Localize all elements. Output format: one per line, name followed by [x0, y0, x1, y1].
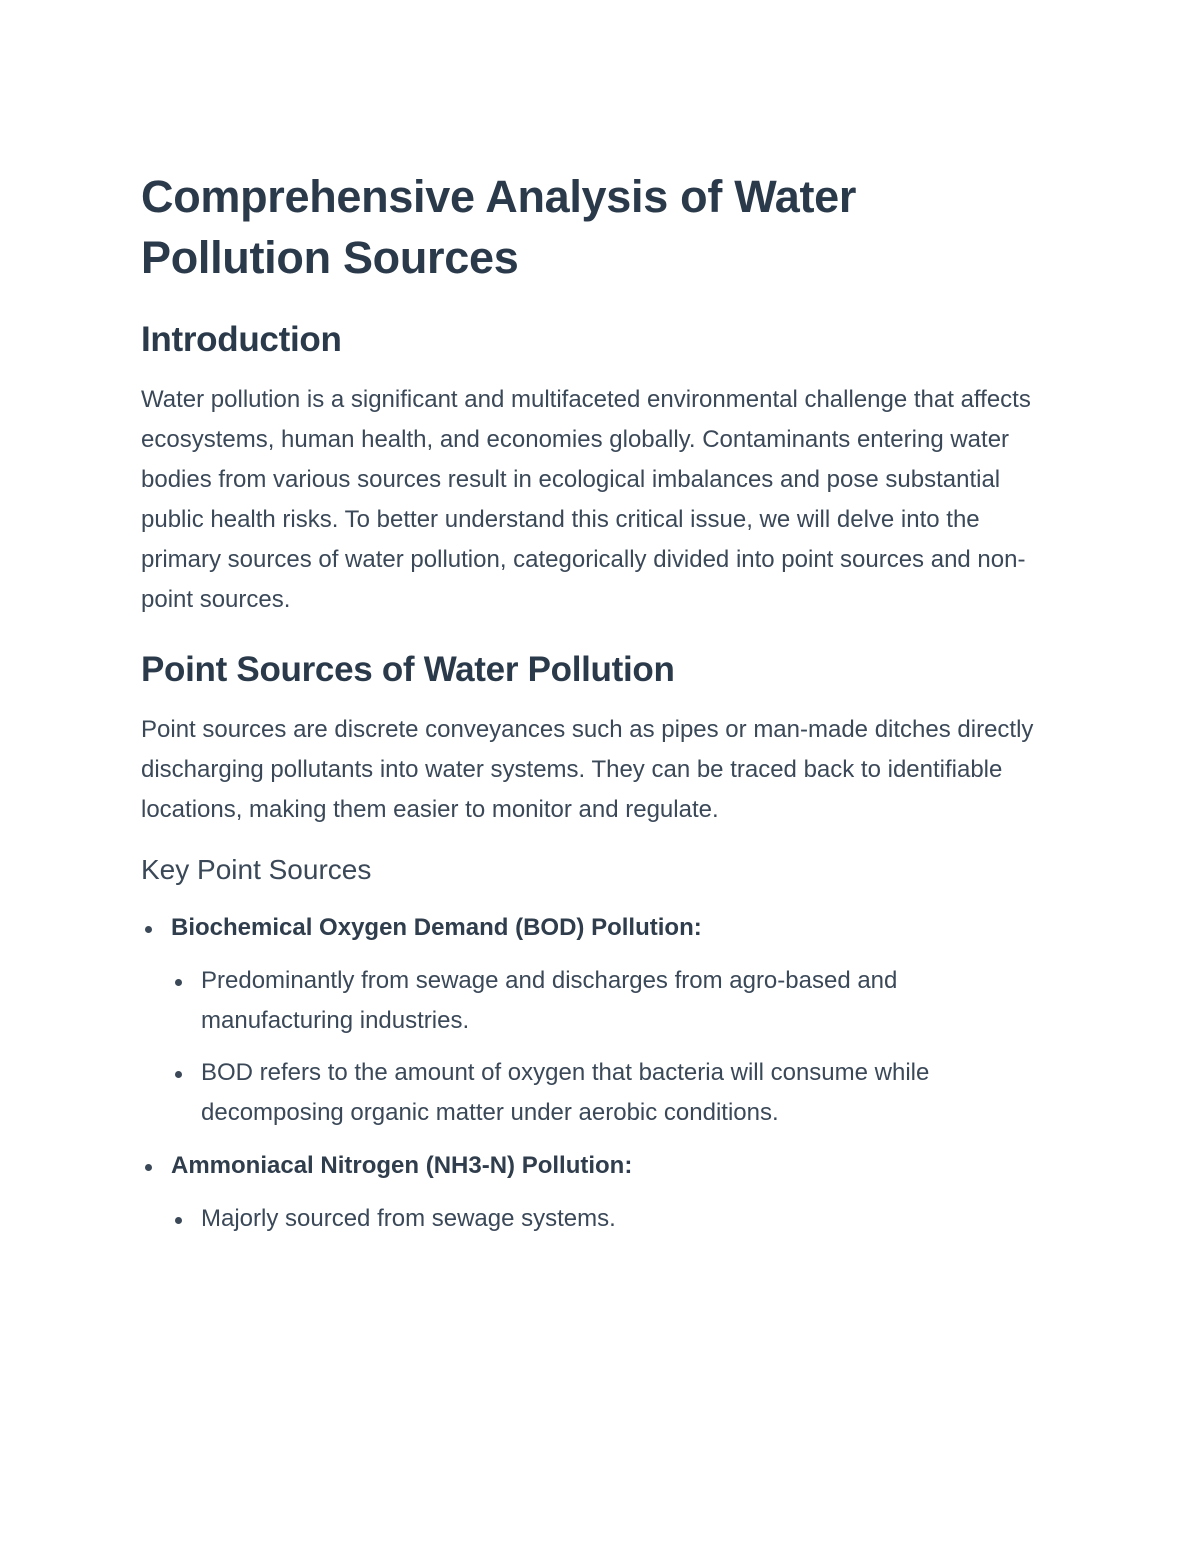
list-item-detail-text: BOD refers to the amount of oxygen that bacteria will consume while decomposing organic matter under aerobic conditions. — [201, 1059, 930, 1126]
bullet-icon — [175, 979, 182, 986]
list-item-detail-text: Majorly sourced from sewage systems. — [201, 1205, 616, 1232]
list-item-detail — [171, 1199, 1051, 1239]
document-title: Comprehensive Analysis of Water Pollution Sources — [141, 171, 857, 283]
list-item-detail — [171, 961, 1051, 1041]
bod-details-list — [171, 961, 1051, 1133]
section-heading-point-sources: Point Sources of Water Pollution — [141, 650, 675, 689]
key-point-sources-list — [141, 908, 1051, 1239]
list-item-nh3n — [141, 1146, 1051, 1239]
bullet-icon — [175, 1217, 182, 1224]
document-page — [141, 166, 1051, 1252]
section-heading-introduction: Introduction — [141, 320, 342, 359]
nh3n-details-list — [171, 1199, 1051, 1239]
list-item-term: Biochemical Oxygen Demand (BOD) Pollution: — [171, 914, 702, 941]
list-item-detail-text: Predominantly from sewage and discharges from agro-based and manufacturing industries. — [201, 967, 898, 1034]
list-item-detail — [171, 1053, 1051, 1133]
bullet-icon — [175, 1071, 182, 1078]
introduction-paragraph: Water pollution is a significant and multifaceted environmental challenge that affects ecosystems, human health, and economies globally. Contaminants entering water bodies from various sources result in ecological imbalances and pose substantial public health risks. To better understand this critical issue, we will delve into the primary sources of water pollution, categorically divided into point sources and non-point sources. — [141, 386, 1031, 613]
bullet-icon — [145, 926, 152, 933]
list-item-bod — [141, 908, 1051, 1133]
bullet-icon — [145, 1164, 152, 1171]
point-sources-paragraph: Point sources are discrete conveyances such as pipes or man-made ditches directly discharging pollutants into water systems. They can be traced back to identifiable locations, making them easier to monitor and regulate. — [141, 716, 1034, 823]
list-item-term: Ammoniacal Nitrogen (NH3-N) Pollution: — [171, 1152, 633, 1179]
subheading-key-point-sources: Key Point Sources — [141, 854, 372, 885]
